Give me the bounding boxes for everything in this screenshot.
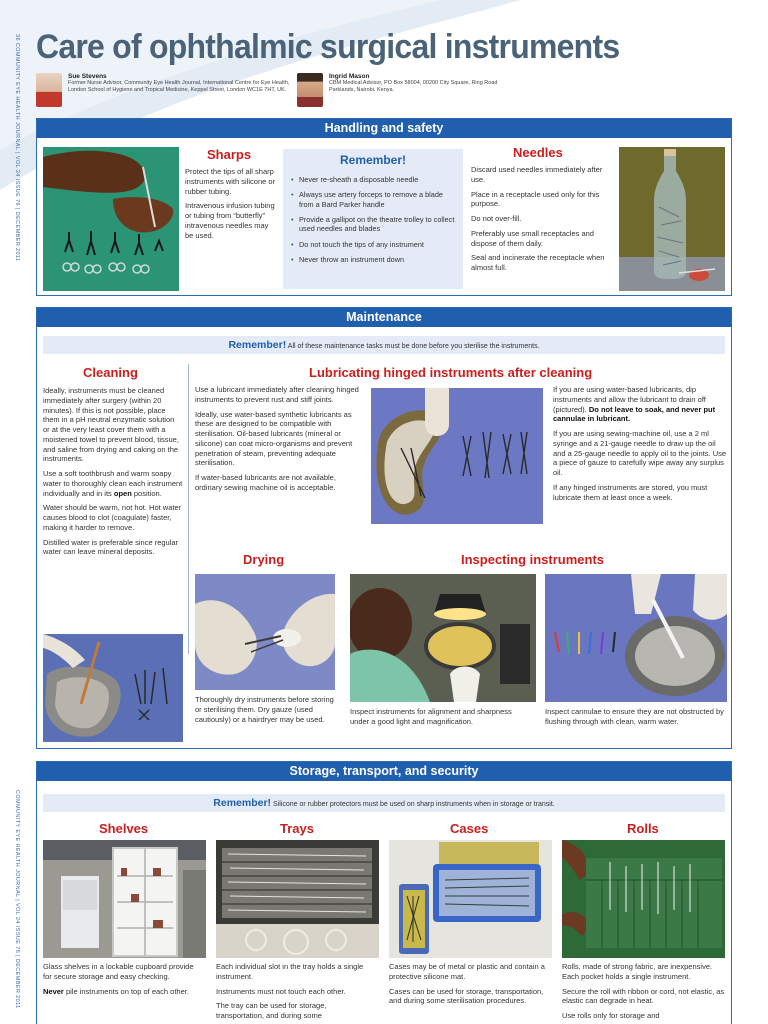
rolls-heading: Rolls <box>627 821 659 836</box>
cases-paragraph: Cases can be used for storage, transportation, and during some sterilisation procedures. <box>389 986 544 1006</box>
page-title: Care of ophthalmic surgical instruments <box>36 28 620 66</box>
storage-section <box>36 761 732 1024</box>
cleaning-paragraph <box>43 469 183 498</box>
needles-paragraph: Place in a receptacle used only for this purpose. <box>471 189 600 209</box>
remember-box <box>283 149 463 289</box>
cleaning-text <box>43 386 183 562</box>
lubricating-paragraph: If you are using sewing-machine oil, use a 2 ml syringe and a 21-gauge needle to draw up the oil and a 25-gauge needle to apply oil to the joints. Use a piece of gauze to carefully wipe away any surplus oil. <box>553 429 727 477</box>
trays-paragraph: Instruments must not touch each other. <box>216 986 346 996</box>
maintenance-section <box>36 307 732 749</box>
shelves-paragraph: Glass shelves in a lockable cupboard provide for secure storage and easy checking. <box>43 962 194 981</box>
shelves-text <box>43 962 203 1001</box>
remember-item: • Always use artery forceps to remove a blade from a Bard Parker handle <box>291 190 455 209</box>
trays-paragraph: The tray can be used for storage, transportation, and during some <box>216 1001 327 1020</box>
remember-item: • Do not touch the tips of any instrument <box>291 240 455 249</box>
shelves-paragraph <box>43 987 203 997</box>
author-photo <box>36 73 62 107</box>
lubricating-warning: Do not leave to soak, and never put cannulae in lubricant. <box>553 404 716 424</box>
sharps-photo <box>43 147 179 291</box>
author-name: Ingrid Mason <box>329 73 370 80</box>
needles-paragraph: Discard used needles immediately after use. <box>471 165 603 184</box>
lubricating-paragraph: Use a lubricant immediately after cleaning hinged instruments to prevent rust and stiff joints. <box>195 385 359 404</box>
cases-text <box>389 962 549 1011</box>
lubricating-paragraph: Ideally, use water-based synthetic lubricants as these are designed to be compatible with sterilisation. Oil-based lubricants (mineral or silicone) can coat micro-organisms and prevent penetration of steam, preventing adequate sterilisation. <box>195 409 353 468</box>
cleaning-paragraph: Distilled water is preferable since regular water can leave mineral deposits. <box>43 537 179 557</box>
remember-list <box>291 175 455 264</box>
inspecting-magnifier-photo <box>350 574 536 702</box>
inspecting-text-left: Inspect instruments for alignment and sharpness under a good light and magnification. <box>350 707 512 726</box>
section-heading: Handling and safety <box>37 119 731 138</box>
needles-text <box>471 165 611 278</box>
inspecting-heading: Inspecting instruments <box>461 552 605 567</box>
maintenance-remember-bar <box>43 336 725 354</box>
lubricating-text-run: If you are using water-based lubricants, dip instruments and allow the lubricant to drain off (pictured). <box>553 385 706 414</box>
drying-photo <box>195 574 335 690</box>
cleaning-text-run: Use a soft toothbrush and warm soapy water to thoroughly clean each instrument individually and in its <box>43 469 183 498</box>
remember-text: Silicone or rubber protectors must be used on sharp instruments when in storage or transit. <box>273 801 555 808</box>
needles-paragraph: Do not over-fill. <box>471 214 522 223</box>
rolls-paragraph: Use rolls only for storage and <box>562 1011 660 1020</box>
cleaning-paragraph: Water should be warm, not hot. Hot water causes blood to clot (coagulate) faster, making it harder to remove. <box>43 503 182 532</box>
lubricating-paragraph: If any hinged instruments are stored, you must lubricate them at least once a week. <box>553 482 708 502</box>
handling-safety-section <box>36 118 732 296</box>
column-divider <box>188 364 189 654</box>
author-affiliation: CBM Medical Advisor, PO Box 58004, 00200 City Square, Ring Road Parklands, Nairobi, Kenya. <box>329 80 498 94</box>
lubricating-text-left <box>195 385 365 498</box>
remember-label: Remember! <box>213 797 272 809</box>
remember-item: • Provide a gallipot on the theatre trolley to collect used needles and blades <box>291 215 455 234</box>
drying-heading: Drying <box>243 552 285 567</box>
remember-item: • Never throw an instrument down <box>291 255 455 264</box>
trays-photo <box>216 840 379 958</box>
storage-remember-bar <box>43 794 725 812</box>
author-block <box>36 73 293 107</box>
cleaning-photo <box>43 634 183 742</box>
remember-label: Remember! <box>228 339 287 351</box>
section-heading: Storage, transport, and security <box>37 762 731 781</box>
cleaning-emphasis: open <box>113 488 132 498</box>
cases-paragraph: Cases may be of metal or plastic and contain a protective silicone mat. <box>389 962 545 981</box>
needle-bottle-photo <box>619 147 725 291</box>
shelves-emphasis: Never <box>43 986 64 996</box>
journal-side-label-bottom: COMMUNITY EYE HEALTH JOURNAL | VOL 24 ISSUE 76 | DECEMBER 2011 <box>14 790 20 1009</box>
journal-side-label: 36 COMMUNITY EYE HEALTH JOURNAL | VOL 24 ISSUE 76 | DECEMBER 2011 <box>14 34 20 262</box>
rolls-paragraph: Secure the roll with ribbon or cord, not elastic, as elastic can degrade in heat. <box>562 986 725 1006</box>
sharps-paragraph: Protect the tips of all sharp instruments with silicone or rubber tubing. <box>185 167 276 196</box>
trays-text <box>216 962 376 1024</box>
author-photo <box>297 73 323 107</box>
rolls-paragraph: Rolls, made of strong fabric, are inexpensive. Each pocket holds a single instrument. <box>562 962 713 981</box>
author-name: Sue Stevens <box>68 73 107 80</box>
rolls-photo <box>562 840 725 958</box>
inspecting-text-right: Inspect cannulae to ensure they are not obstructed by flushing through with clean, warm water. <box>545 707 724 726</box>
cases-heading: Cases <box>450 821 489 836</box>
sharps-paragraph: Intravenous infusion tubing or tubing from “butterfly” intravenous needles may be used. <box>185 201 275 240</box>
drying-text: Thoroughly dry instruments before storing or sterilising them. Dry gauze (used cautiously) or a hairdryer may be used. <box>195 695 334 724</box>
shelves-heading: Shelves <box>99 821 149 836</box>
cleaning-text-run: position. <box>131 488 162 498</box>
shelves-text-run: pile instruments on top of each other. <box>63 986 189 996</box>
cases-photo <box>389 840 552 958</box>
lubricating-photo <box>371 388 543 524</box>
cleaning-paragraph: Ideally, instruments must be cleaned immediately after surgery (within 20 minutes). If this is not possible, place them in a pH neutral enzymatic solution or at the very least cover them with a moistened towel to prevent blood, tissue, and saline from drying and caking on the instruments. <box>43 386 179 464</box>
trays-paragraph: Each individual slot in the tray holds a single instrument. <box>216 962 364 981</box>
sharps-text <box>185 167 277 245</box>
rolls-text <box>562 962 727 1024</box>
lubricating-paragraph <box>553 385 727 424</box>
lubricating-heading: Lubricating hinged instruments after cleaning <box>309 365 593 380</box>
remember-text: All of these maintenance tasks must be done before you sterilise the instruments. <box>287 343 540 350</box>
needles-paragraph: Preferably use small receptacles and dispose of them daily. <box>471 228 594 248</box>
lubricating-paragraph: If water-based lubricants are not available, ordinary sewing machine oil is acceptable. <box>195 473 336 492</box>
remember-item: • Never re-sheath a disposable needle <box>291 175 455 184</box>
section-heading: Maintenance <box>37 308 731 327</box>
author-block <box>297 73 509 107</box>
inspecting-cannulae-photo <box>545 574 727 702</box>
lubricating-text-right <box>553 385 727 507</box>
trays-heading: Trays <box>280 821 314 836</box>
needles-paragraph: Seal and incinerate the receptacle when almost full. <box>471 253 605 272</box>
needles-heading: Needles <box>513 145 563 160</box>
remember-title: Remember! <box>339 153 407 167</box>
cleaning-heading: Cleaning <box>83 365 138 380</box>
shelves-photo <box>43 840 206 958</box>
sharps-heading: Sharps <box>207 147 252 162</box>
author-affiliation: Former Nurse Advisor, Community Eye Health Journal, International Centre for Eye Health, London School of Hygiene and Tropical Medicine, Keppel Street, London WC1E 7HT, UK. <box>68 80 290 94</box>
